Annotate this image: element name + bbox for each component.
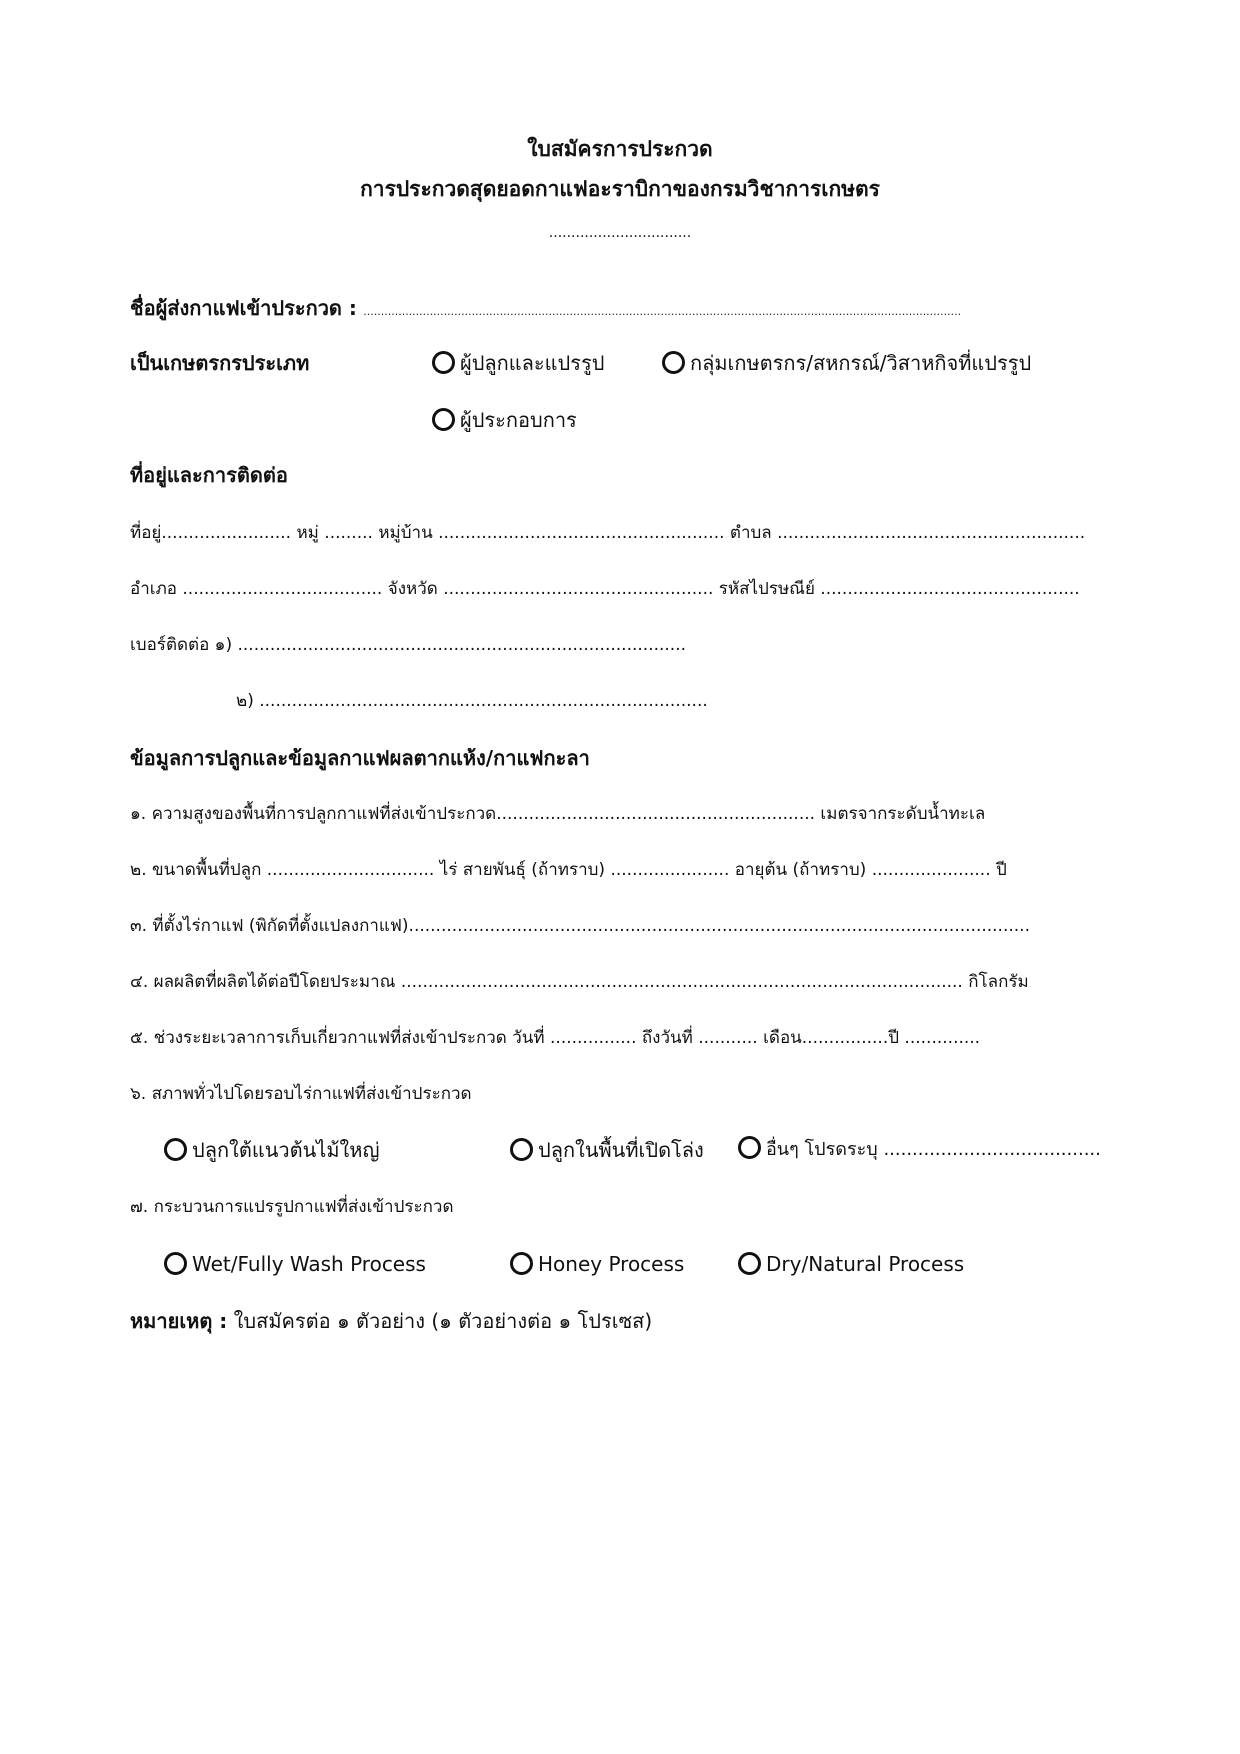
q7-option-1[interactable]: Wet/Fully Wash Process xyxy=(164,1249,426,1279)
question-4[interactable]: ๔. ผลผลิตที่ผลิตได้ต่อปีโดยประมาณ ........................................................................................................ กิโลกรัม xyxy=(130,972,1029,992)
question-2[interactable]: ๒. ขนาดพื้นที่ปลูก ............................... ไร่ สายพันธุ์ (ถ้าทราบ) ...................... อายุต้น (ถ้าทราบ) ...................... ปี xyxy=(130,860,1007,880)
radio-circle-icon[interactable] xyxy=(510,1138,533,1161)
question-5[interactable]: ๕. ช่วงระยะเวลาการเก็บเกี่ยวกาแฟที่ส่งเข้าประกวด วันที่ ................ ถึงวันที่ ........... เดือน................ปี .............. xyxy=(130,1028,981,1048)
radio-circle-icon[interactable] xyxy=(432,408,455,431)
sender-label: ชื่อผู้ส่งกาแฟเข้าประกวด : xyxy=(130,296,357,320)
radio-circle-icon[interactable] xyxy=(510,1252,533,1275)
note-label: หมายเหตุ : xyxy=(130,1309,228,1333)
q6-option-3[interactable]: อื่นๆ โปรดระบุ ...................................... xyxy=(738,1135,1101,1165)
farmer-type-label: เป็นเกษตรกรประเภท xyxy=(130,351,310,375)
address-line-1[interactable]: ที่อยู่........................ หมู่ ......... หมู่บ้าน ..................................................... ตำบล ......................................................... xyxy=(130,523,1086,543)
radio-circle-icon[interactable] xyxy=(738,1252,761,1275)
form-subtitle: การประกวดสุดยอดกาแฟอะราบิกาของกรมวิชาการเกษตร xyxy=(360,177,880,201)
question-3[interactable]: ๓. ที่ตั้งไร่กาแฟ (พิกัดที่ตั้งแปลงกาแฟ)................................................................................................................... xyxy=(130,916,1030,936)
q7-option-3[interactable]: Dry/Natural Process xyxy=(738,1249,964,1279)
q6-option-2[interactable]: ปลูกในพื้นที่เปิดโล่ง xyxy=(510,1135,704,1165)
farmer-type-option-3[interactable]: ผู้ประกอบการ xyxy=(432,405,577,435)
radio-circle-icon[interactable] xyxy=(164,1138,187,1161)
question-7: ๗. กระบวนการแปรรูปกาแฟที่ส่งเข้าประกวด xyxy=(130,1197,454,1217)
farmer-type-option-1[interactable]: ผู้ปลูกและแปรรูป xyxy=(432,348,604,378)
phone-2-field[interactable]: ๒) ................................................................................... xyxy=(236,691,708,711)
q6-option-1[interactable]: ปลูกใต้แนวต้นไม้ใหญ่ xyxy=(164,1135,380,1165)
q7-option-2[interactable]: Honey Process xyxy=(510,1249,684,1279)
sender-row xyxy=(130,293,961,327)
address-line-2[interactable]: อำเภอ ..................................... จังหวัด .................................................. รหัสไปรษณีย์ ................................................ xyxy=(130,579,1080,599)
note-text: ใบสมัครต่อ ๑ ตัวอย่าง (๑ ตัวอย่างต่อ ๑ โปรเซส) xyxy=(233,1309,653,1333)
question-6: ๖. สภาพทั่วไปโดยรอบไร่กาแฟที่ส่งเข้าประกวด xyxy=(130,1084,472,1104)
form-title: ใบสมัครการประกวด xyxy=(527,137,713,161)
sender-name-field[interactable]: ........................................................................................................................................................................... xyxy=(363,305,962,318)
radio-circle-icon[interactable] xyxy=(432,351,455,374)
note xyxy=(130,1306,652,1336)
phone-1-field[interactable]: เบอร์ติดต่อ ๑) ................................................................................... xyxy=(130,635,687,655)
radio-circle-icon[interactable] xyxy=(662,351,685,374)
radio-circle-icon[interactable] xyxy=(738,1136,761,1159)
radio-circle-icon[interactable] xyxy=(164,1252,187,1275)
title-rule: ................................ xyxy=(548,225,692,241)
farmer-type-option-2[interactable]: กลุ่มเกษตรกร/สหกรณ์/วิสาหกิจที่แปรรูป xyxy=(662,348,1031,378)
address-heading: ที่อยู่และการติดต่อ xyxy=(130,463,288,487)
question-1[interactable]: ๑. ความสูงของพื้นที่การปลูกกาแฟที่ส่งเข้าประกวด........................................................... เมตรจากระดับน้ำทะเล xyxy=(130,804,986,824)
planting-heading: ข้อมูลการปลูกและข้อมูลกาแฟผลตากแห้ง/กาแฟกะลา xyxy=(130,746,590,770)
